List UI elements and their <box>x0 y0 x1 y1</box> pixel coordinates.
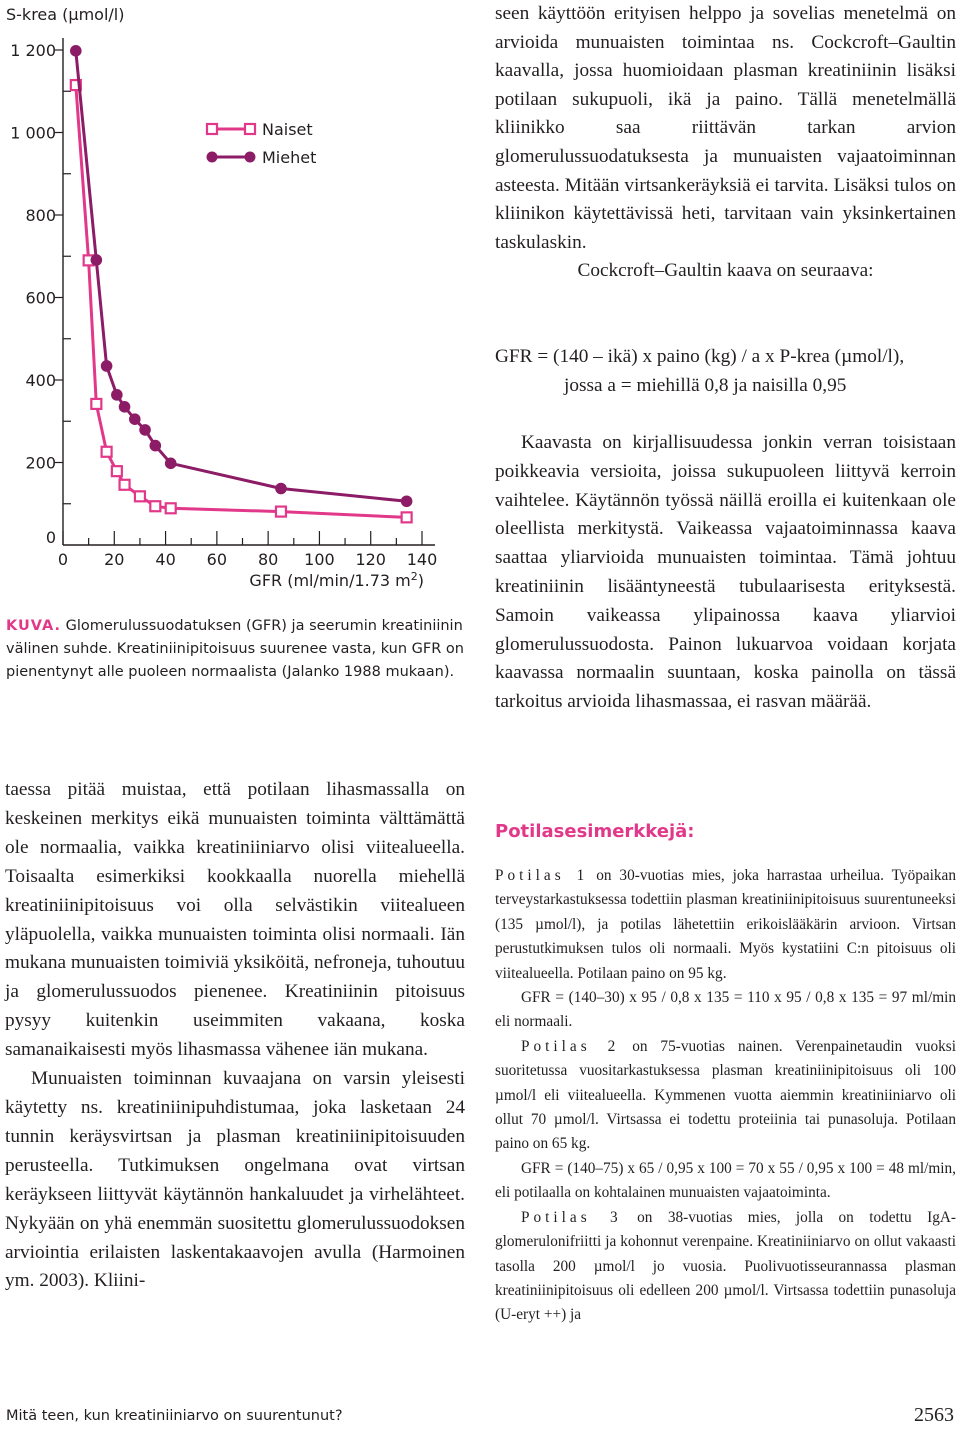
data-point-miehet <box>101 360 113 372</box>
case-2 <box>495 1035 956 1157</box>
right-top-text <box>495 0 956 286</box>
y-tick-label: 200 <box>25 453 56 473</box>
data-point-miehet <box>401 495 413 507</box>
x-tick-label: 140 <box>406 550 438 569</box>
case-3-text: on 38-vuotias mies, jolla on todettu IgA-glomerulonifriitti ja kohonnut verenpaine. Kreatiniiniarvo on ollut vakaasti tasolla 200 µmol/l jo vuosia. Puolivuotisseurannassa plasman kreatiniinipitoisuus oli edelleen 200 µmol/l. Virtsassa todettiin punasoluja (U-eryt ++) ja <box>495 1208 956 1324</box>
x-tick-label: 80 <box>257 550 279 569</box>
y-tick-label: 1 200 <box>10 41 56 60</box>
x-axis-label <box>249 570 424 590</box>
data-point-naiset <box>112 466 122 476</box>
data-point-naiset <box>135 491 145 501</box>
legend-marker-miehet <box>207 152 218 163</box>
data-point-miehet <box>275 483 287 495</box>
y-tick-label: 600 <box>25 288 56 308</box>
patient-cases <box>495 864 956 1328</box>
x-tick-label: 100 <box>304 550 335 569</box>
data-point-naiset <box>102 447 112 457</box>
right-mid-text <box>495 429 956 717</box>
right-paragraph-1: seen käyttöön erityisen helppo ja sovelias menetelmä on arvioida munuaisten toimintaa ns. Cockcroft–Gaultin kaavalla, jossa huomioidaan plasman kreatiniinin lisäksi potilaan sukupuoli, ikä ja paino. Tällä menetelmällä kliinikko saa riittävän tarkan arvion glomerulussuodatuksesta ja munuaisten vajaatoiminnan asteesta. Mitään virtsankeräyksiä ei tarvita. Lisäksi tulos on kliinikon käytettävissä heti, tarvitaan vain yksinkertainen taskulaskin. <box>495 3 956 253</box>
data-point-naiset <box>150 501 160 511</box>
left-body-text <box>5 776 465 1296</box>
section-heading: Potilasesimerkkejä: <box>495 821 695 842</box>
legend-label-naiset: Naiset <box>262 120 313 139</box>
formula-line-1: GFR = (140 – ikä) x paino (kg) / a x P-krea (µmol/l), <box>495 346 905 367</box>
y-tick-label: 400 <box>25 371 56 390</box>
y-tick-label: 800 <box>25 206 56 225</box>
data-point-miehet <box>111 389 123 401</box>
case-1 <box>495 864 956 986</box>
legend-marker-miehet-end <box>245 152 256 163</box>
data-point-miehet <box>91 254 103 266</box>
legend-marker-naiset <box>207 124 217 134</box>
case-3-label: Potilas 3 <box>521 1208 622 1226</box>
data-point-naiset <box>91 399 101 409</box>
left-paragraph-2: Munuaisten toiminnan kuvaajana on varsin yleisesti käytetty ns. kreatiniinipuhdistumaa, joka lasketaan 24 tunnin keräysvirtsan ja plasman kreatiniinipitoisuuden perusteella. Tutkimuksen ongelmana ovat virtsan keräykseen liittyvät käytännön hankaluudet ja virhelähteet. Nykyään on yhä enemmän suositettu glomerulussuodoksen arviointia erilaisten laskentakaavojen avulla (Harmoinen ym. 2003). Kliini- <box>5 1068 465 1292</box>
x-axis-label-close: ) <box>417 571 424 590</box>
x-tick-label: 120 <box>355 550 386 569</box>
x-axis-label-text: GFR (ml/min/1.73 m <box>249 571 411 590</box>
right-paragraph-3: Kaavasta on kirjallisuudessa jonkin verran toisistaan poikkeavia versioita, joissa sukupuoleen liittyvä kerroin vaihtelee. Käytännön työssä näillä eroilla ei kuitenkaan ole oleellista merkitystä. Vaikeassa vajaatoiminnassa kaava saattaa yliarvioida munuaisten toimintaa. Tämä johtuu kreatiniinin lisääntyneestä tubulaarisesta erityksestä. Samoin vaikeassa ylipainossa kaava yliarvioi glomerulussuodosta. Painon lukuarvoa voidaan korjata kaavassa normaalin suuntaan, koska painolla on tässä tarkoitus arvioida lihasmassaa, ei rasvan määrää. <box>495 432 956 713</box>
caption-label: KUVA. <box>6 618 61 634</box>
data-point-miehet <box>70 45 82 57</box>
data-point-miehet <box>119 401 131 413</box>
case-2-text: on 75-vuotias nainen. Verenpainetaudin vuoksi suoritetussa vuositarkastuksessa plasman kreatiniinipitoisuus oli 100 µmol/l eli viitealueella. Kymmenen vuotta aiemmin kreatiniiniarvo oli ollut 70 µmol/l. Virtsassa ei todettu proteiinia tai punasoluja. Potilaan paino on 65 kg. <box>495 1037 956 1153</box>
case-3 <box>495 1206 956 1328</box>
data-point-miehet <box>165 458 177 470</box>
legend-label-miehet: Miehet <box>262 148 317 167</box>
gfr-creatinine-chart <box>0 0 480 600</box>
data-point-miehet <box>150 440 162 452</box>
case-1-calc: GFR = (140–30) x 95 / 0,8 x 135 = 110 x 95 / 0,8 x 135 = 97 ml/min eli normaali. <box>495 989 956 1031</box>
case-1-text: on 30-vuotias mies, joka harrastaa urheilua. Työpaikan terveystarkastuksessa todettiin plasman kreatiniinipitoisuus suurentuneeksi (135 µmol/l), ja potilas lähetettiin erikoislääkärin arvioon. Virtsan perustutkimuksen tulos oli normaali. Myös kystatiini C:n pitoisuus oli viitealueella. Potilaan paino on 95 kg. <box>495 867 956 982</box>
x-tick-label: 0 <box>57 550 69 569</box>
data-point-naiset <box>276 507 286 517</box>
data-point-naiset <box>166 503 176 513</box>
left-paragraph-1: taessa pitää muistaa, että potilaan lihasmassalla on keskeinen merkitys eikä munuaisten toiminta välttämättä ole normaalia, vaikka kreatiniiniarvo olisi viitealueella. Toisaalta esimerkiksi kookkaalla nuorella miehellä kreatiniinipitoisuus voi olla selvästikin viitealueen yläpuolella, vaikka munuaisten toiminta olisi normaali. Iän mukana munuaisten toimiviä yksiköitä, nefroneja, tuhoutuu ja glomerulussuodos pienenee. Kreatiniinin pitoisuus pysyy kuitenkin useimmiten vakaana, koska samanaikaisesti myös lihasmassa vähenee iän mukana. <box>5 779 465 1061</box>
y-tick-label: 0 <box>45 528 56 547</box>
series-line-naiset <box>76 85 407 517</box>
case-2-calc: GFR = (140–75) x 65 / 0,95 x 100 = 70 x 55 / 0,95 x 100 = 48 ml/min, eli potilaalla on kohtalainen munuaisten vajaatoiminta. <box>495 1159 956 1202</box>
formula-line-2: jossa a = miehillä 0,8 ja naisilla 0,95 <box>564 374 847 396</box>
caption-text: Glomerulussuodatuksen (GFR) ja seerumin kreatiniinin välinen suhde. Kreatiniinipitoisuus suurenee vasta, kun GFR on pienentynyt alle puoleen normaalista (Jalanko 1988 mukaan). <box>6 618 464 680</box>
legend-marker-naiset-end <box>245 124 255 134</box>
figure-caption <box>6 615 471 684</box>
x-tick-label: 40 <box>155 550 176 569</box>
data-point-miehet <box>129 413 141 425</box>
x-tick-label: 20 <box>104 550 125 569</box>
right-paragraph-2: Cockcroft–Gaultin kaava on seuraava: <box>577 260 874 282</box>
chart-legend <box>207 120 317 167</box>
case-2-label: Potilas 2 <box>521 1037 620 1055</box>
case-1-label: Potilas 1 <box>495 867 589 884</box>
y-tick-label: 1 000 <box>10 123 56 143</box>
footer-title: Mitä teen, kun kreatiniiniarvo on suurentunut? <box>6 1408 343 1424</box>
data-point-naiset <box>402 512 412 522</box>
x-axis-label-sup: 2 <box>410 570 418 583</box>
series-line-miehet <box>76 51 407 502</box>
page-number: 2563 <box>914 1404 954 1426</box>
data-point-naiset <box>120 480 130 490</box>
cockcroft-gault-formula <box>495 343 956 401</box>
x-tick-label: 60 <box>206 550 228 569</box>
y-axis-label: S-krea (µmol/l) <box>6 5 125 24</box>
data-point-miehet <box>139 424 151 436</box>
